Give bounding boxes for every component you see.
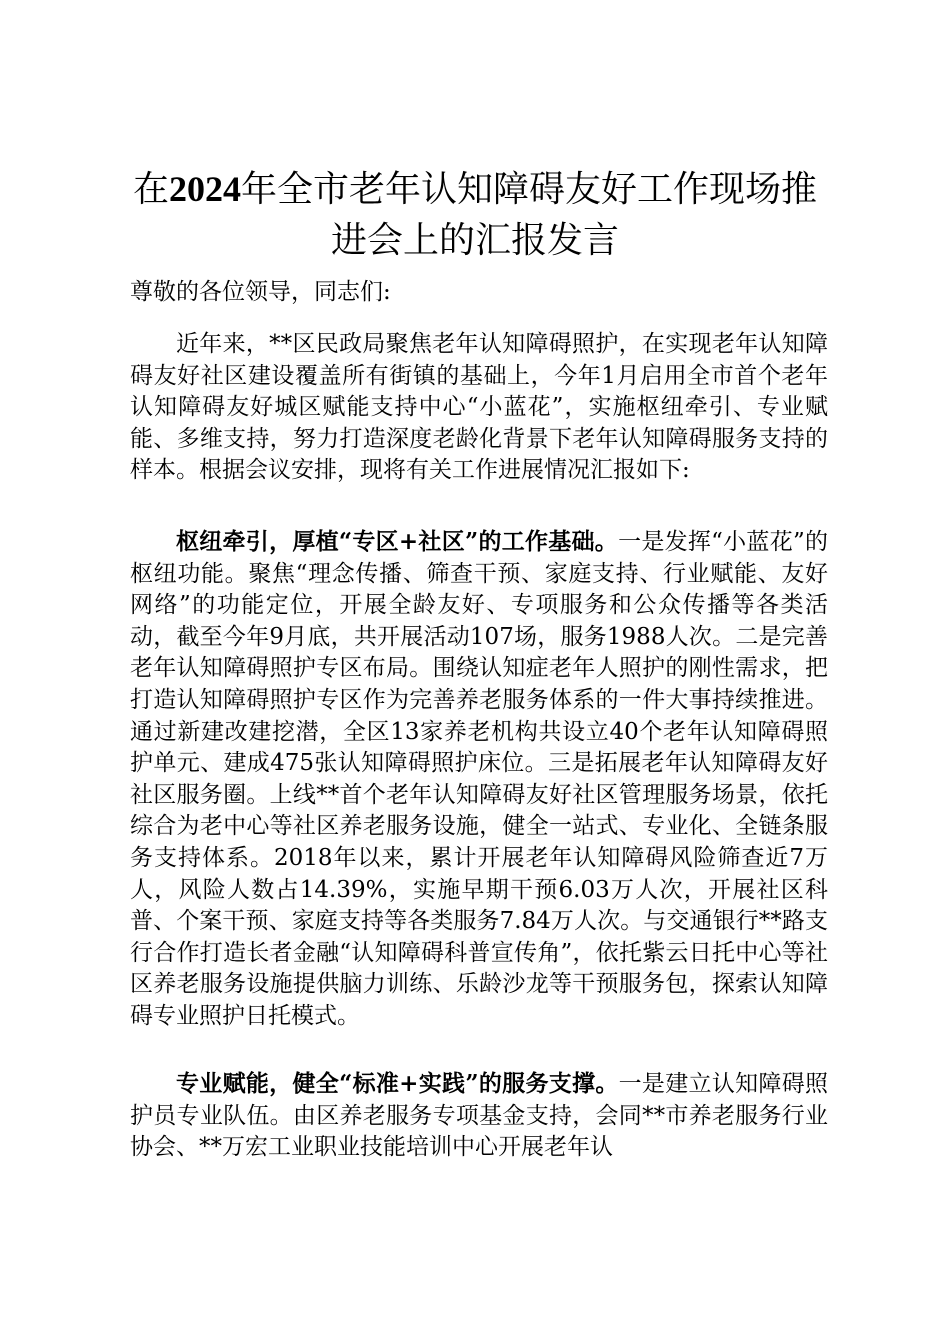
paragraph-professional-empowerment xyxy=(130,1068,828,1164)
paragraph-lead: 枢纽牵引，厚植“专区+社区”的工作基础。 xyxy=(176,528,619,555)
title-year: 2024 xyxy=(169,169,241,209)
paragraph-lead: 专业赋能，健全“标准+实践”的服务支撑。 xyxy=(176,1070,619,1097)
paragraph-intro xyxy=(130,328,828,487)
title-prefix: 在 xyxy=(132,169,169,210)
paragraph-text: 近年来，**区民政局聚焦老年认知障碍照护，在实现老年认知障碍友好社区建设覆盖所有街镇的基础上，今年1月启用全市首个老年认知障碍友好城区赋能支持中心“小蓝花”，实施枢纽牵引、专业赋能、多维支持，努力打造深度老龄化背景下老年认知障碍服务支持的样本。根据会议安排，现将有关工作进展情况汇报如下: xyxy=(130,331,828,484)
salutation: 尊敬的各位领导，同志们: xyxy=(130,279,391,305)
document-title xyxy=(118,164,832,266)
paragraph-text: 一是发挥“小蓝花”的枢纽功能。聚焦“理念传播、筛查干预、家庭支持、行业赋能、友好网络”的功能定位，开展全龄友好、专项服务和公众传播等各类活动，截至今年9月底，共开展活动107场，服务1988人次。二是完善老年认知障碍照护专区布局。围绕认知症老年人照护的刚性需求，把打造认知障碍照护专区作为完善养老服务体系的一件大事持续推进。通过新建改建挖潜，全区13家养老机构共设立40个老年认知障碍照护单元、建成475张认知障碍照护床位。三是拓展老年认知障碍友好社区服务圈。上线**首个老年认知障碍友好社区管理服务场景，依托综合为老中心等社区养老服务设施，健全一站式、专业化、全链条服务支持体系。2018年以来，累计开展老年认知障碍风险筛查近7万人，风险人数占14.39%，实施早期干预6.03万人次，开展社区科普、个案干预、家庭支持等各类服务7.84万人次。与交通银行**路支行合作打造长者金融“认知障碍科普宣传角”，依托紫云日托中心等社区养老服务设施提供脑力训练、乐龄沙龙等干预服务包，探索认知障碍专业照护日托模式。 xyxy=(130,529,828,1029)
paragraph-hub-guidance xyxy=(130,526,828,1033)
paragraph-text: 一是建立认知障碍照护员专业队伍。由区养老服务专项基金支持，会同**市养老服务行业协会、**万宏工业职业技能培训中心开展老年认 xyxy=(130,1071,829,1161)
title-suffix: 年全市老年认知障碍友好工作现场推进会上的汇报发言 xyxy=(241,169,818,261)
